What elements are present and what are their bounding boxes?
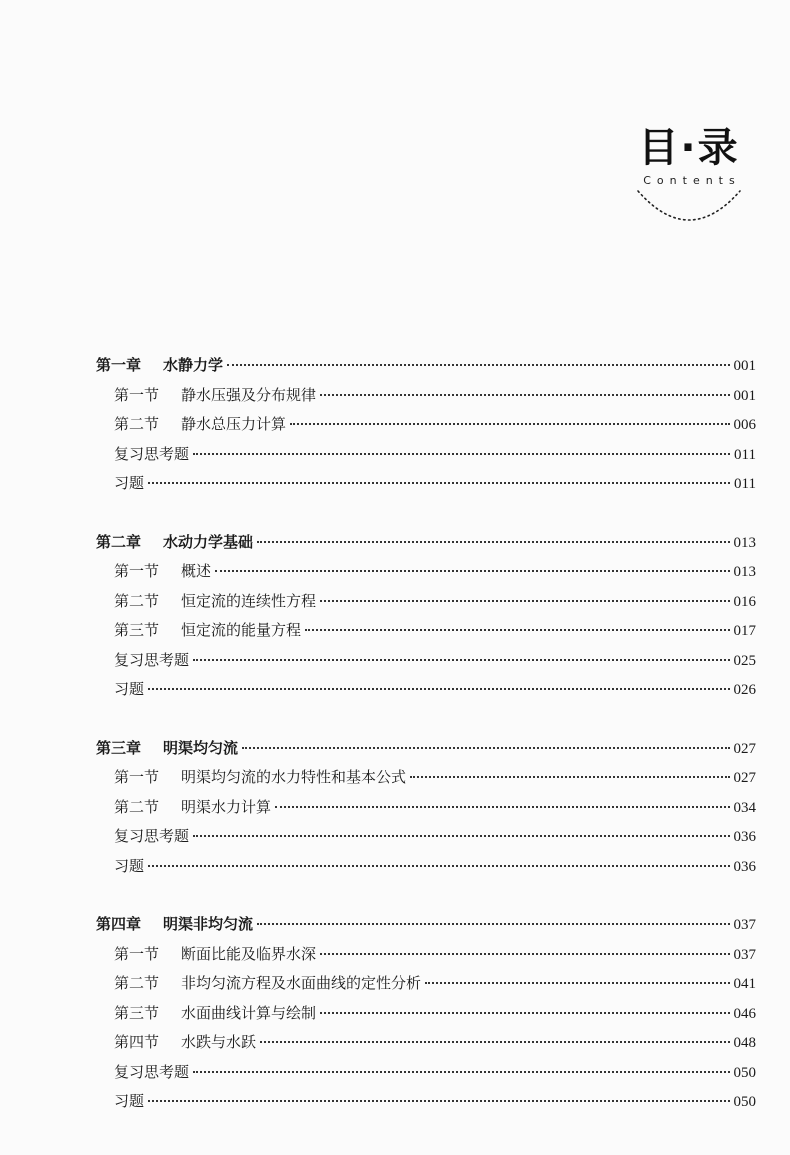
entry-label [114,472,144,493]
page-number: 017 [733,623,756,639]
entry-number: 第三章 [96,738,142,757]
dot-leader [425,982,729,984]
entry-number: 第三节 [114,1003,160,1022]
entry-title: 明渠非均匀流 [163,915,254,933]
page-number: 048 [733,1035,756,1051]
dot-leader [193,835,729,837]
entry-label [114,443,189,464]
section-entry[interactable] [96,443,756,473]
entry-title: 恒定流的能量方程 [181,621,302,639]
dot-leader [193,1071,729,1073]
page-number: 036 [733,858,756,875]
section-entry[interactable] [96,560,756,590]
entry-label [96,354,223,375]
dot-leader [320,394,729,396]
dot-leader [227,364,729,366]
entry-label [114,560,211,581]
entry-title: 复习思考题 [114,1062,190,1081]
dot-leader [320,600,729,602]
entry-number: 第一节 [114,944,160,963]
entry-number: 第四章 [96,915,142,933]
entry-number: 第一节 [114,768,160,786]
dot-leader [193,453,730,455]
table-of-contents [96,354,756,1149]
entry-title: 恒定流的连续性方程 [181,591,317,610]
chapter-entry[interactable] [96,531,756,561]
entry-label [114,678,144,699]
entry-title: 复习思考题 [114,827,190,845]
entry-title: 明渠均匀流的水力特性和基本公式 [181,768,407,786]
entry-title: 明渠均匀流 [163,738,239,757]
entry-label [114,766,406,787]
page-number: 006 [733,417,756,433]
entry-title: 习题 [114,856,145,875]
toc-subtitle: Contents [643,174,741,187]
entry-title: 断面比能及临界水深 [181,944,317,963]
entry-number: 第二节 [114,591,160,610]
entry-title: 水静力学 [163,356,224,374]
page-number: 025 [733,652,756,669]
entry-title: 概述 [181,562,212,580]
section-entry[interactable] [96,649,756,679]
entry-label [96,531,253,552]
entry-title: 习题 [114,474,145,492]
page-number: 036 [733,829,756,845]
entry-number: 第一节 [114,385,160,404]
entry-title: 静水总压力计算 [181,415,287,433]
entry-label [114,825,189,846]
section-entry[interactable] [96,678,756,708]
entry-number: 第四节 [114,1033,160,1051]
page-number: 011 [734,446,756,463]
dot-leader [305,629,729,631]
entry-title: 明渠水力计算 [181,797,272,816]
page-number: 013 [733,564,756,580]
section-entry[interactable] [96,825,756,855]
page-number: 013 [733,534,756,551]
dot-leader [148,482,730,484]
entry-label [114,1002,316,1023]
dot-leader [320,953,729,955]
entry-label [96,737,238,758]
chapter-block [96,531,756,708]
entry-label [114,855,144,876]
chapter-block [96,737,756,885]
page-number: 050 [733,1064,756,1081]
section-entry[interactable] [96,619,756,649]
dot-leader [257,923,729,925]
entry-title: 复习思考题 [114,650,190,669]
page-number: 034 [733,799,756,816]
entry-number: 第二节 [114,974,160,992]
entry-label [114,619,301,640]
page-number: 016 [733,593,756,610]
page-number: 026 [733,682,756,698]
entry-title: 水动力学基础 [163,532,254,551]
toc-title: 目·录 [638,125,740,171]
entry-label [114,796,271,817]
entry-number: 第三节 [114,621,160,639]
chapter-entry[interactable] [96,354,756,384]
section-entry[interactable] [96,1090,756,1120]
page-number: 011 [734,476,756,492]
entry-label [114,943,316,964]
section-entry[interactable] [96,1061,756,1091]
entry-title: 水面曲线计算与绘制 [181,1003,317,1022]
section-entry[interactable] [96,1031,756,1061]
entry-title: 水跌与水跃 [181,1033,257,1051]
dot-leader [257,541,729,543]
chapter-block [96,354,756,502]
page-number: 037 [733,917,756,933]
section-entry[interactable] [96,855,756,885]
entry-title: 习题 [114,1092,145,1110]
chapter-entry[interactable] [96,737,756,767]
section-entry[interactable] [96,472,756,502]
dot-leader [242,747,729,749]
entry-title: 复习思考题 [114,444,190,463]
dot-leader [215,570,729,572]
section-entry[interactable] [96,943,756,973]
entry-title: 非均匀流方程及水面曲线的定性分析 [181,974,422,992]
page-number: 027 [733,740,756,757]
entry-number: 第一章 [96,356,142,374]
entry-label [114,590,316,611]
dot-leader [275,806,729,808]
section-entry[interactable] [96,384,756,414]
entry-number: 第二节 [114,415,160,433]
page-number: 037 [733,946,756,963]
entry-label [114,972,421,993]
section-entry[interactable] [96,413,756,443]
dot-leader [148,688,729,690]
section-entry[interactable] [96,972,756,1002]
section-entry[interactable] [96,1002,756,1032]
entry-label [114,413,286,434]
dot-leader [148,1100,729,1102]
entry-title: 习题 [114,680,145,698]
dot-leader [290,423,729,425]
entry-number: 第二章 [96,532,142,551]
dot-leader [410,776,729,778]
page-number: 050 [733,1094,756,1110]
page-number: 001 [733,358,756,374]
entry-label [114,384,316,405]
entry-number: 第一节 [114,562,160,580]
page-number: 046 [733,1005,756,1022]
dot-leader [193,659,729,661]
entry-label [114,1090,144,1111]
page-number: 001 [733,387,756,404]
entry-number: 第二节 [114,797,160,816]
entry-label [114,649,189,670]
chapter-block [96,913,756,1120]
dotted-arc-ornament [634,189,744,223]
toc-heading [624,124,754,223]
entry-label [114,1061,189,1082]
dot-leader [148,865,729,867]
entry-label [114,1031,256,1052]
section-entry[interactable] [96,766,756,796]
section-entry[interactable] [96,796,756,826]
dot-leader [260,1041,729,1043]
page-number: 027 [733,770,756,786]
entry-label [96,913,253,934]
entry-title: 静水压强及分布规律 [181,385,317,404]
page-number: 041 [733,976,756,992]
dot-leader [320,1012,729,1014]
chapter-entry[interactable] [96,913,756,943]
section-entry[interactable] [96,590,756,620]
